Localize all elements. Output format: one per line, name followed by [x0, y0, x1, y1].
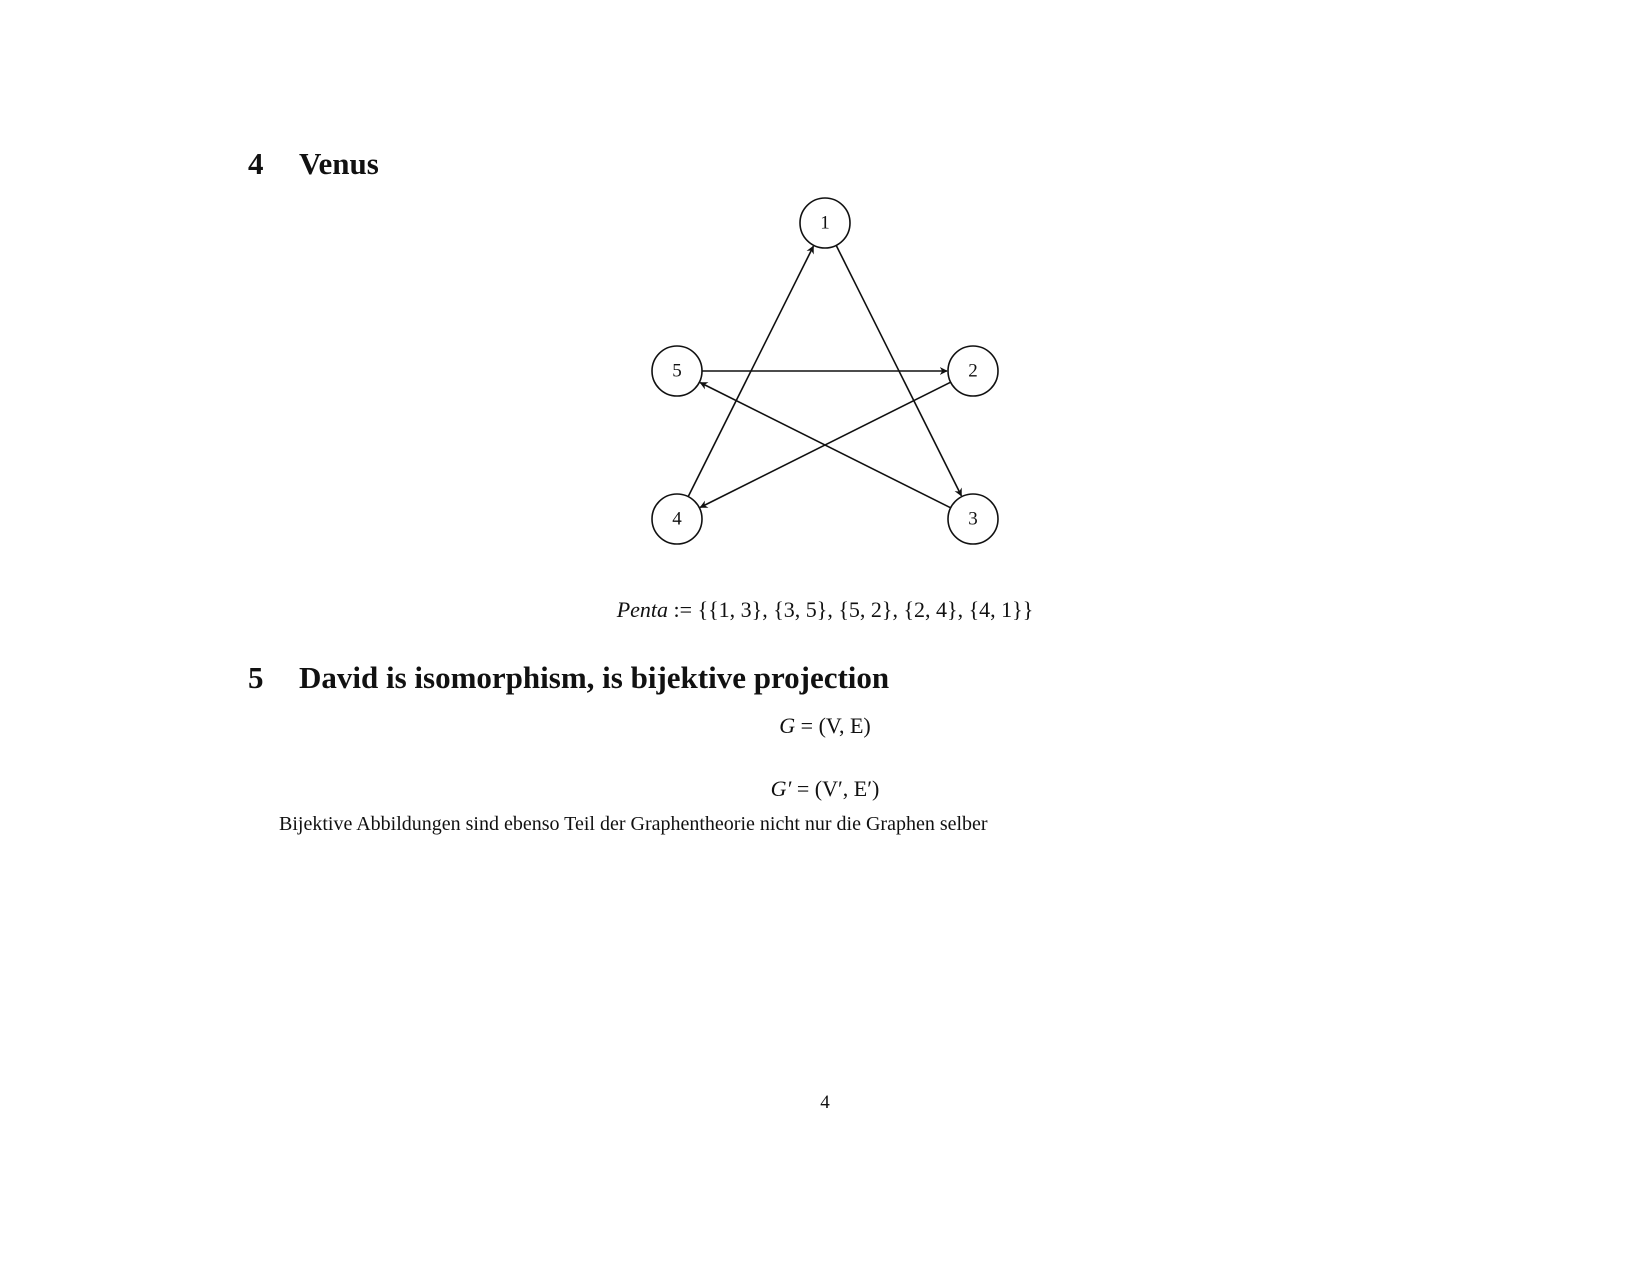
- penta-operator: :=: [668, 597, 698, 622]
- node-label: 3: [968, 508, 978, 530]
- graph-node-3: [948, 494, 998, 544]
- node-label: 2: [968, 360, 978, 382]
- page-number: 4: [820, 1092, 830, 1113]
- graph-node-5: [652, 346, 702, 396]
- equation-rhs: = (V′, E′): [791, 776, 880, 801]
- equation-lhs: G′: [770, 776, 792, 801]
- penta-name: Penta: [616, 597, 669, 622]
- section-number: 4: [248, 146, 264, 181]
- node-label: 1: [820, 212, 830, 234]
- graph-node-4: [652, 494, 702, 544]
- section-heading-isomorphism: [248, 662, 889, 693]
- node-label: 5: [672, 360, 682, 382]
- node-label: 4: [672, 508, 682, 530]
- pentagram-graph: [0, 0, 1650, 580]
- penta-definition: [0, 597, 1650, 623]
- equation-graph-g-prime: [0, 776, 1650, 802]
- penta-edge-set: {{1, 3}, {3, 5}, {5, 2}, {2, 4}, {4, 1}}: [697, 597, 1034, 622]
- body-paragraph: Bijektive Abbildungen sind ebenso Teil der Graphentheorie nicht nur die Graphen selber: [279, 813, 988, 835]
- section-title: Venus: [299, 146, 379, 181]
- section-number: 5: [248, 660, 264, 695]
- equation-graph-g: [0, 713, 1650, 739]
- graph-node-1: [800, 198, 850, 248]
- graph-node-2: [948, 346, 998, 396]
- equation-rhs: = (V, E): [795, 713, 871, 738]
- equation-lhs: G: [779, 713, 796, 738]
- section-title: David is isomorphism, is bijektive projection: [299, 660, 890, 695]
